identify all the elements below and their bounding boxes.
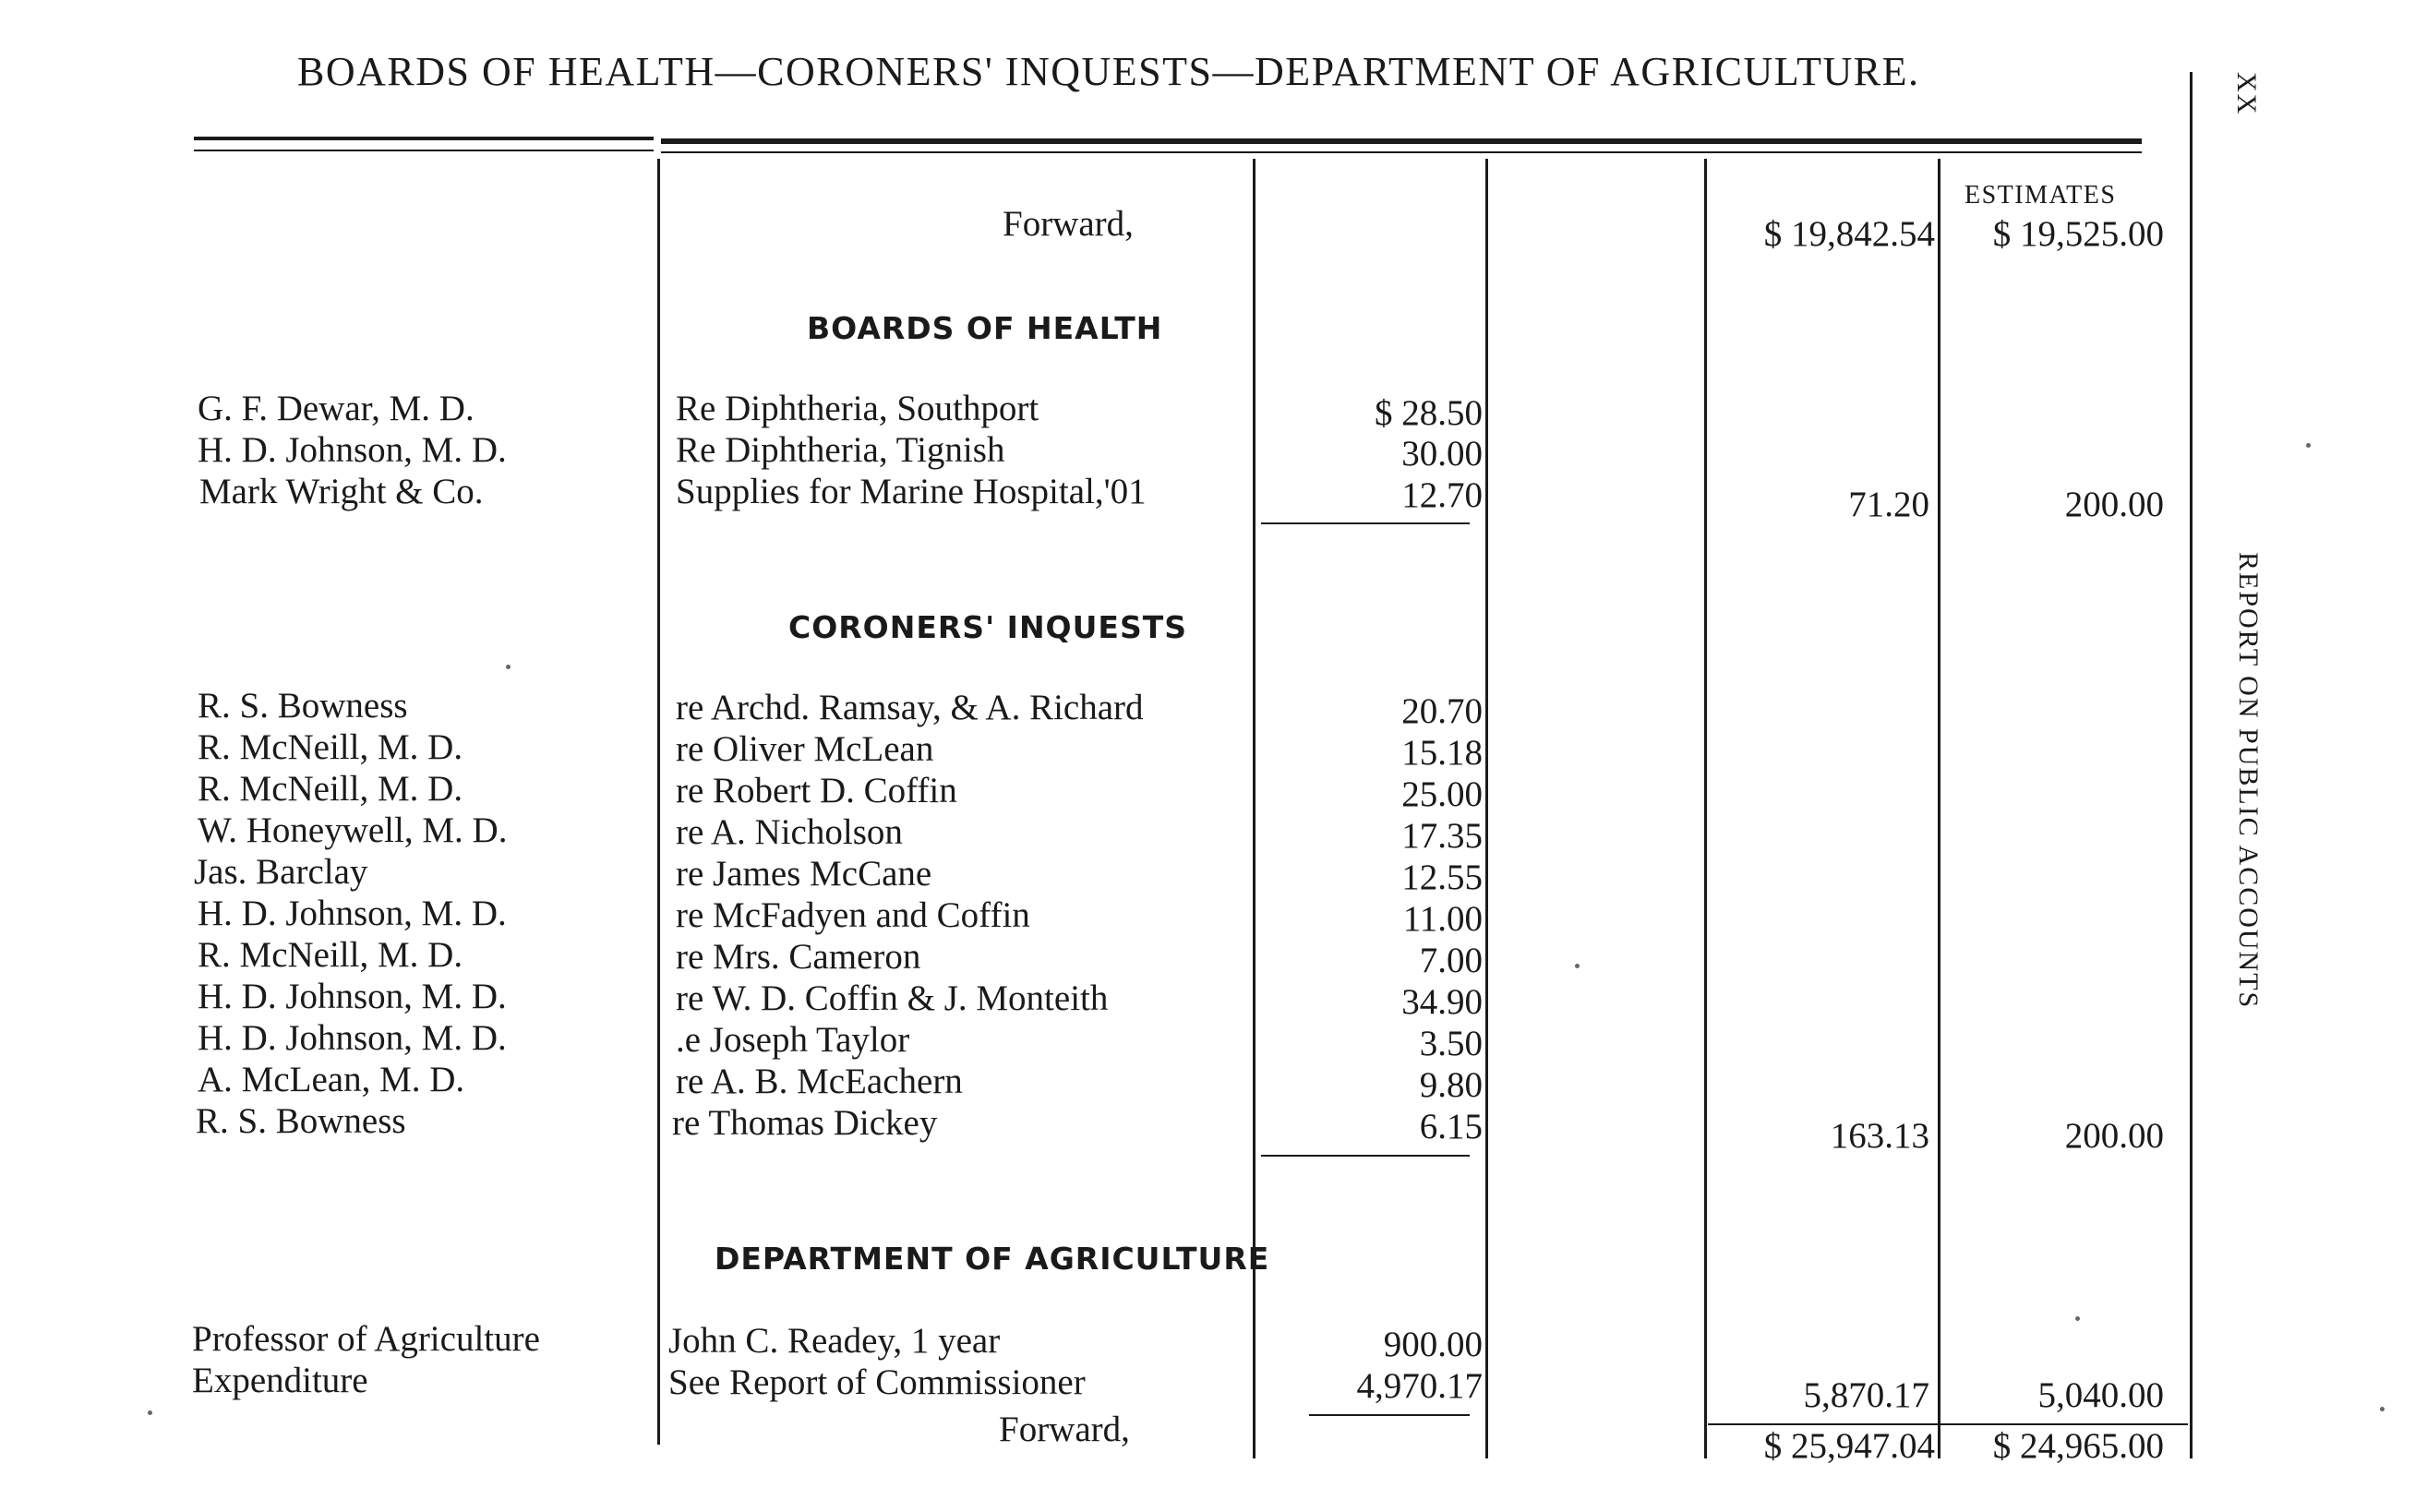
list-item-desc: John C. Readey, 1 year [668,1321,1001,1361]
coroners-heading: CORONERS' INQUESTS [788,609,1187,645]
scan-speck [506,665,511,669]
scan-speck [2380,1407,2385,1411]
header-rule-right-thin [661,151,2142,153]
list-item-amount: 11.00 [1402,899,1483,939]
list-item-desc: .e Joseph Taylor [676,1020,910,1060]
list-item-name: H. D. Johnson, M. D. [198,894,507,933]
list-item-desc: re Oliver McLean [676,729,934,769]
list-item-desc: See Report of Commissioner [668,1362,1086,1402]
list-item-desc: re Thomas Dickey [672,1103,938,1143]
col-divider-4 [1704,159,1707,1458]
list-item-desc: Re Diphtheria, Tignish [676,430,1005,470]
header-rule-left [194,137,654,140]
list-item-desc: re A. B. McEachern [676,1062,963,1101]
col-divider-5 [1938,159,1940,1458]
forward-top-estimate: $ 19,525.00 [1992,214,2164,254]
list-item-name: R. McNeill, M. D. [198,935,463,975]
scan-speck [2075,1316,2080,1321]
agriculture-estimate: 5,040.00 [2037,1375,2164,1415]
page-title: BOARDS OF HEALTH—CORONERS' INQUESTS—DEPARTMENT OF AGRICULTURE. [297,49,1920,94]
list-item-amount: 30.00 [1401,434,1483,474]
list-item-amount: 12.55 [1401,858,1483,897]
list-item-name: R. McNeill, M. D. [198,769,463,809]
header-rule-right [661,138,2142,144]
col-divider-6 [2190,72,2193,1458]
list-item-name: Mark Wright & Co. [199,472,484,511]
list-item-amount: 17.35 [1401,816,1483,856]
list-item-desc: re A. Nicholson [676,812,903,852]
list-item-amount: $ 28.50 [1375,393,1483,433]
boards-subtotal: 71.20 [1848,485,1929,524]
list-item-desc: re Archd. Ramsay, & A. Richard [676,688,1144,727]
subtotal-rule [1261,1155,1470,1157]
list-item-name: W. Honeywell, M. D. [198,810,508,850]
list-item-name: Expenditure [192,1361,368,1400]
subtotal-rule [1309,1414,1470,1416]
list-item-name: H. D. Johnson, M. D. [198,977,507,1016]
list-item-amount: 15.18 [1401,733,1483,773]
list-item-desc: re James McCane [676,854,932,894]
list-item-name: R. McNeill, M. D. [198,727,463,767]
list-item-desc: re W. D. Coffin & J. Monteith [676,978,1109,1018]
list-item-amount: 9.80 [1419,1065,1483,1105]
side-running-head: REPORT ON PUBLIC ACCOUNTS [2233,552,2264,1010]
list-item-name: Jas. Barclay [194,852,368,892]
col-divider-1 [657,159,660,1445]
list-item-desc: Supplies for Marine Hospital,'01 [676,472,1147,511]
list-item-amount: 34.90 [1401,982,1483,1022]
list-item-amount: 12.70 [1401,475,1483,515]
scan-speck [1575,964,1580,968]
forward-top-label: Forward, [1003,204,1134,244]
list-item-name: R. S. Bowness [196,1101,406,1141]
list-item-desc: re McFadyen and Coffin [676,895,1030,935]
forward-top-total: $ 19,842.54 [1763,214,1935,254]
agriculture-subtotal: 5,870.17 [1803,1375,1929,1415]
coroners-estimate: 200.00 [2064,1116,2164,1156]
list-item-amount: 6.15 [1419,1107,1483,1146]
list-item-desc: re Mrs. Cameron [676,937,921,977]
list-item-name: Professor of Agriculture [192,1319,540,1359]
col-divider-3 [1485,159,1488,1458]
scan-speck [2306,443,2311,448]
list-item-name: H. D. Johnson, M. D. [198,1018,507,1058]
list-item-name: H. D. Johnson, M. D. [198,430,507,470]
list-item-amount: 20.70 [1401,691,1483,731]
boards-estimate: 200.00 [2064,485,2164,524]
forward-bottom-estimate: $ 24,965.00 [1992,1426,2164,1466]
scan-speck [148,1410,152,1415]
list-item-desc: re Robert D. Coffin [676,771,957,810]
boards-of-health-heading: BOARDS OF HEALTH [807,310,1163,346]
page-number: XX [2231,72,2262,116]
list-item-amount: 7.00 [1419,941,1483,980]
list-item-name: R. S. Bowness [198,686,408,726]
agriculture-heading: DEPARTMENT OF AGRICULTURE [715,1241,1270,1277]
list-item-amount: 4,970.17 [1356,1366,1483,1406]
list-item-amount: 3.50 [1419,1024,1483,1063]
header-rule-left-thin [194,150,654,151]
forward-bottom-total: $ 25,947.04 [1763,1426,1935,1466]
list-item-amount: 900.00 [1383,1325,1483,1364]
list-item-name: A. McLean, M. D. [198,1060,465,1099]
estimates-label: ESTIMATES [1964,181,2117,210]
list-item-amount: 25.00 [1401,774,1483,814]
forward-bottom-label: Forward, [999,1410,1130,1449]
subtotal-rule [1261,522,1470,524]
list-item-name: G. F. Dewar, M. D. [198,389,475,428]
list-item-desc: Re Diphtheria, Southport [676,389,1039,428]
coroners-subtotal: 163.13 [1830,1116,1929,1156]
